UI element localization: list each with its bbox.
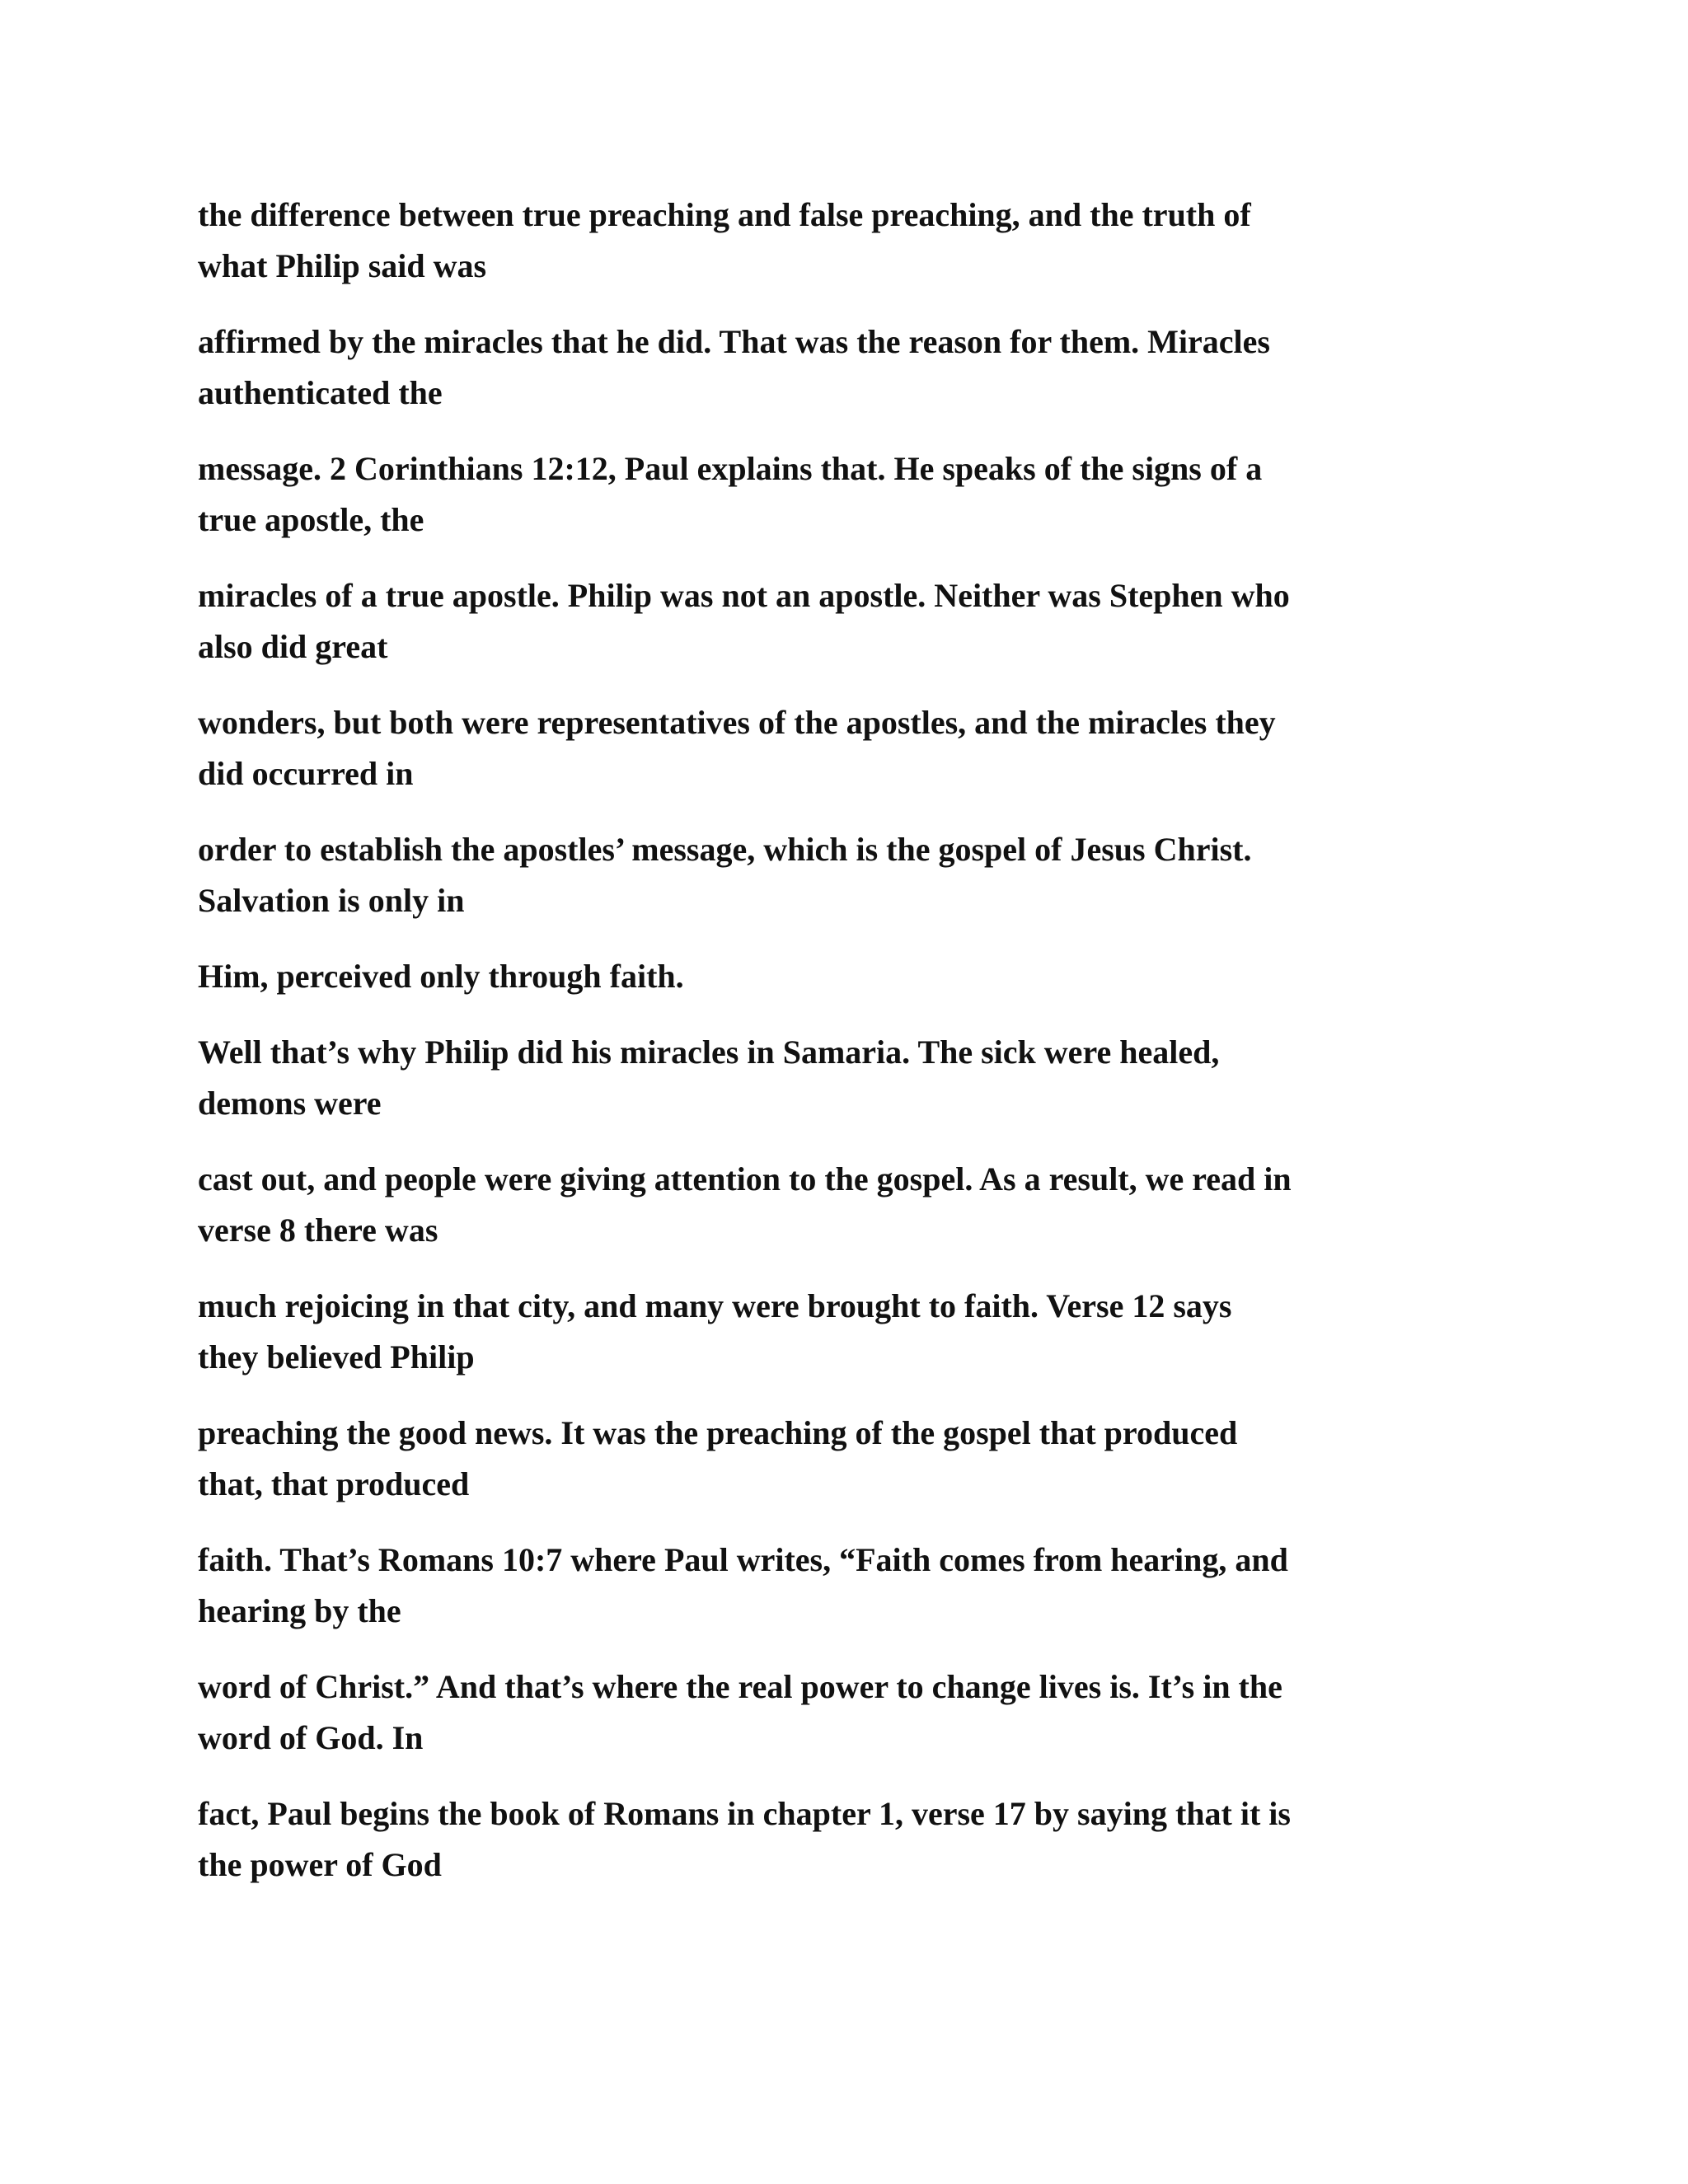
text-line: demons were bbox=[198, 1085, 382, 1122]
paragraph bbox=[198, 1027, 1533, 1129]
text-line: order to establish the apostles’ message, which is the gospel of Jesus Christ. bbox=[198, 831, 1252, 868]
text-line: much rejoicing in that city, and many were brought to faith. Verse 12 says bbox=[198, 1287, 1232, 1324]
paragraph bbox=[198, 951, 1533, 1002]
text-line: they believed Philip bbox=[198, 1338, 475, 1376]
text-line: did occurred in bbox=[198, 755, 414, 792]
paragraph bbox=[198, 1154, 1533, 1256]
paragraph bbox=[198, 190, 1533, 292]
paragraph bbox=[198, 570, 1533, 673]
paragraph bbox=[198, 1281, 1533, 1383]
text-line: fact, Paul begins the book of Romans in chapter 1, verse 17 by saying that it is bbox=[198, 1795, 1291, 1832]
text-line: Well that’s why Philip did his miracles in Samaria. The sick were healed, bbox=[198, 1033, 1220, 1071]
paragraph bbox=[198, 1788, 1533, 1891]
text-line: miracles of a true apostle. Philip was not an apostle. Neither was Stephen who bbox=[198, 577, 1290, 614]
text-line: cast out, and people were giving attention to the gospel. As a result, we read in bbox=[198, 1160, 1292, 1197]
text-line: message. 2 Corinthians 12:12, Paul explains that. He speaks of the signs of a bbox=[198, 450, 1263, 487]
text-line: true apostle, the bbox=[198, 501, 424, 538]
paragraph bbox=[198, 824, 1533, 926]
text-line: what Philip said was bbox=[198, 247, 487, 284]
text-line: wonders, but both were representatives of the apostles, and the miracles they bbox=[198, 704, 1276, 741]
text-line: the difference between true preaching and false preaching, and the truth of bbox=[198, 196, 1251, 233]
text-line: that, that produced bbox=[198, 1465, 470, 1502]
document-page bbox=[198, 190, 1533, 1915]
text-line: hearing by the bbox=[198, 1592, 401, 1629]
paragraph bbox=[198, 1661, 1533, 1764]
text-line: word of Christ.” And that’s where the real power to change lives is. It’s in the bbox=[198, 1668, 1282, 1705]
text-line: also did great bbox=[198, 628, 388, 665]
text-line: verse 8 there was bbox=[198, 1212, 438, 1249]
text-line: the power of God bbox=[198, 1846, 442, 1883]
text-line: Salvation is only in bbox=[198, 882, 465, 919]
paragraph bbox=[198, 316, 1533, 419]
text-line: word of God. In bbox=[198, 1719, 424, 1756]
paragraph bbox=[198, 1408, 1533, 1510]
text-line: authenticated the bbox=[198, 374, 443, 411]
text-line: faith. That’s Romans 10:7 where Paul writes, “Faith comes from hearing, and bbox=[198, 1541, 1288, 1578]
paragraph bbox=[198, 1535, 1533, 1637]
paragraph bbox=[198, 697, 1533, 799]
paragraph bbox=[198, 443, 1533, 546]
text-line: Him, perceived only through faith. bbox=[198, 958, 684, 995]
text-line: affirmed by the miracles that he did. That was the reason for them. Miracles bbox=[198, 323, 1270, 360]
text-line: preaching the good news. It was the preaching of the gospel that produced bbox=[198, 1414, 1238, 1451]
